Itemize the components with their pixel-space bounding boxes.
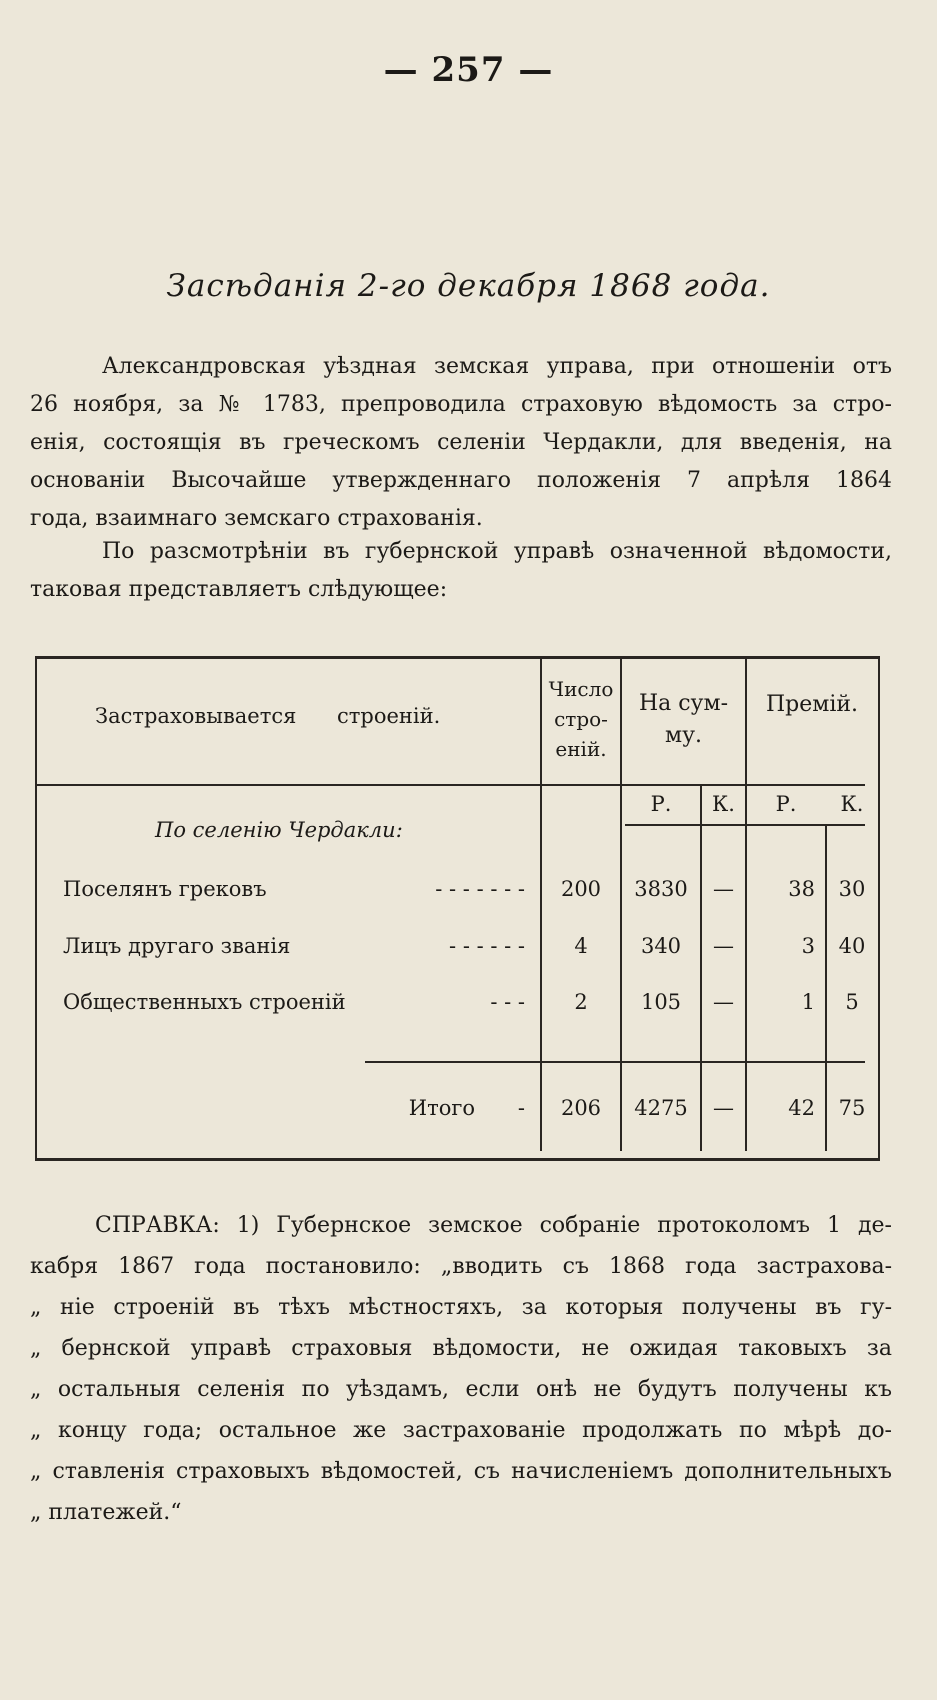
text-line: Александровская уѣздная земская управа, при отношеніи отъ: [102, 354, 892, 379]
row-count: 200: [560, 877, 602, 901]
reference-note: [30, 1205, 892, 1533]
row-sum-rubles: 340: [640, 934, 682, 958]
total-label: Итого: [408, 1096, 475, 1120]
text-line: „ бернской управѣ страховыя вѣдомости, не ожидая таковыхъ за: [30, 1336, 892, 1361]
header-sum-rubles: Р.: [650, 792, 672, 816]
row-premium-rubles: 1: [801, 990, 815, 1014]
table-bottom-rule: [35, 1158, 880, 1161]
paragraph-1: [30, 348, 892, 538]
table-right-rule: [878, 656, 880, 1158]
header-premium-kopecks: К.: [840, 792, 864, 816]
column-rule: [745, 656, 747, 1151]
text-line: года, взаимнаго земскаго страхованія.: [30, 506, 483, 531]
row-sum-kopecks: —: [713, 934, 734, 958]
total-premium-kopecks: 75: [838, 1096, 866, 1120]
row-sum-rubles: 105: [640, 990, 682, 1014]
text-line: „ концу года; остальное же застрахованіе продолжать по мѣрѣ до-: [30, 1418, 892, 1443]
row-label: Поселянъ грековъ: [63, 877, 267, 901]
text-line: енія, состоящія въ греческомъ селеніи Чердакли, для введенія, на: [30, 430, 892, 455]
row-premium-rubles: 38: [788, 877, 815, 901]
header-premiums: Премій.: [765, 692, 859, 717]
row-dots: - - - - - - -: [435, 877, 525, 901]
row-sum-rubles: 3830: [634, 877, 688, 901]
text-line: По разсмотрѣніи въ губернской управѣ означенной вѣдомости,: [102, 539, 892, 564]
header-count-line: стро-: [554, 707, 608, 731]
row-label: Общественныхъ строеній: [63, 990, 346, 1014]
header-count-line: еній.: [555, 737, 607, 761]
text-line: 26 ноября, за № 1783, препроводила страховую вѣдомость за стро-: [30, 392, 892, 417]
row-count: 2: [574, 990, 588, 1014]
row-premium-kopecks: 40: [838, 934, 866, 958]
session-heading: Засѣданія 2-го декабря 1868 года.: [166, 268, 771, 304]
insurance-table: [35, 656, 880, 1161]
row-premium-kopecks: 5: [845, 990, 859, 1014]
header-sum-kopecks: К.: [712, 792, 735, 816]
text-line: СПРАВКА: 1) Губернское земское собраніе протоколомъ 1 де-: [95, 1213, 892, 1238]
row-count: 4: [574, 934, 588, 958]
row-dots: - - - - - -: [449, 934, 525, 958]
row-label: Лицъ другаго званія: [63, 934, 291, 958]
table-left-rule: [35, 656, 37, 1158]
page-number: — 257 —: [383, 50, 554, 90]
row-sum-kopecks: —: [713, 990, 734, 1014]
total-rule: [365, 1061, 865, 1063]
row-sum-kopecks: —: [713, 877, 734, 901]
total-sum-kopecks: —: [713, 1096, 734, 1120]
table-top-rule: [35, 656, 880, 659]
text-line: „ ставленія страховыхъ вѣдомостей, съ начисленіемъ дополнительныхъ: [30, 1459, 892, 1484]
text-line: основаніи Высочайше утвержденнаго положенія 7 апрѣля 1864: [30, 468, 892, 493]
text-line: „ остальныя селенія по уѣздамъ, если онѣ не будутъ получены къ: [30, 1377, 892, 1402]
header-premium-rubles: Р.: [775, 792, 797, 816]
header-buildings: Застраховывается строеній.: [95, 704, 441, 728]
total-dots: -: [517, 1096, 525, 1120]
row-premium-rubles: 3: [801, 934, 815, 958]
text-line: „ платежей.“: [30, 1500, 182, 1525]
header-sum: [622, 688, 745, 752]
row-dots: - - -: [490, 990, 525, 1014]
total-premium-rubles: 42: [788, 1096, 815, 1120]
paragraph-2: [30, 533, 892, 609]
header-sum-line: му.: [664, 723, 703, 748]
text-line: кабря 1867 года постановило: „вводить съ 1868 года застрахова-: [30, 1254, 892, 1279]
header-count: [542, 674, 620, 764]
row-premium-kopecks: 30: [838, 877, 866, 901]
text-line: таковая представляетъ слѣдующее:: [30, 577, 448, 602]
header-count-line: Число: [548, 677, 614, 701]
text-line: „ ніе строеній въ тѣхъ мѣстностяхъ, за которыя получены въ гу-: [30, 1295, 892, 1320]
header-sum-line: На сум-: [638, 691, 729, 716]
total-sum-rubles: 4275: [634, 1096, 688, 1120]
section-label: По селенію Чердакли:: [155, 818, 403, 842]
header-rule: [35, 784, 865, 786]
total-count: 206: [560, 1096, 602, 1120]
